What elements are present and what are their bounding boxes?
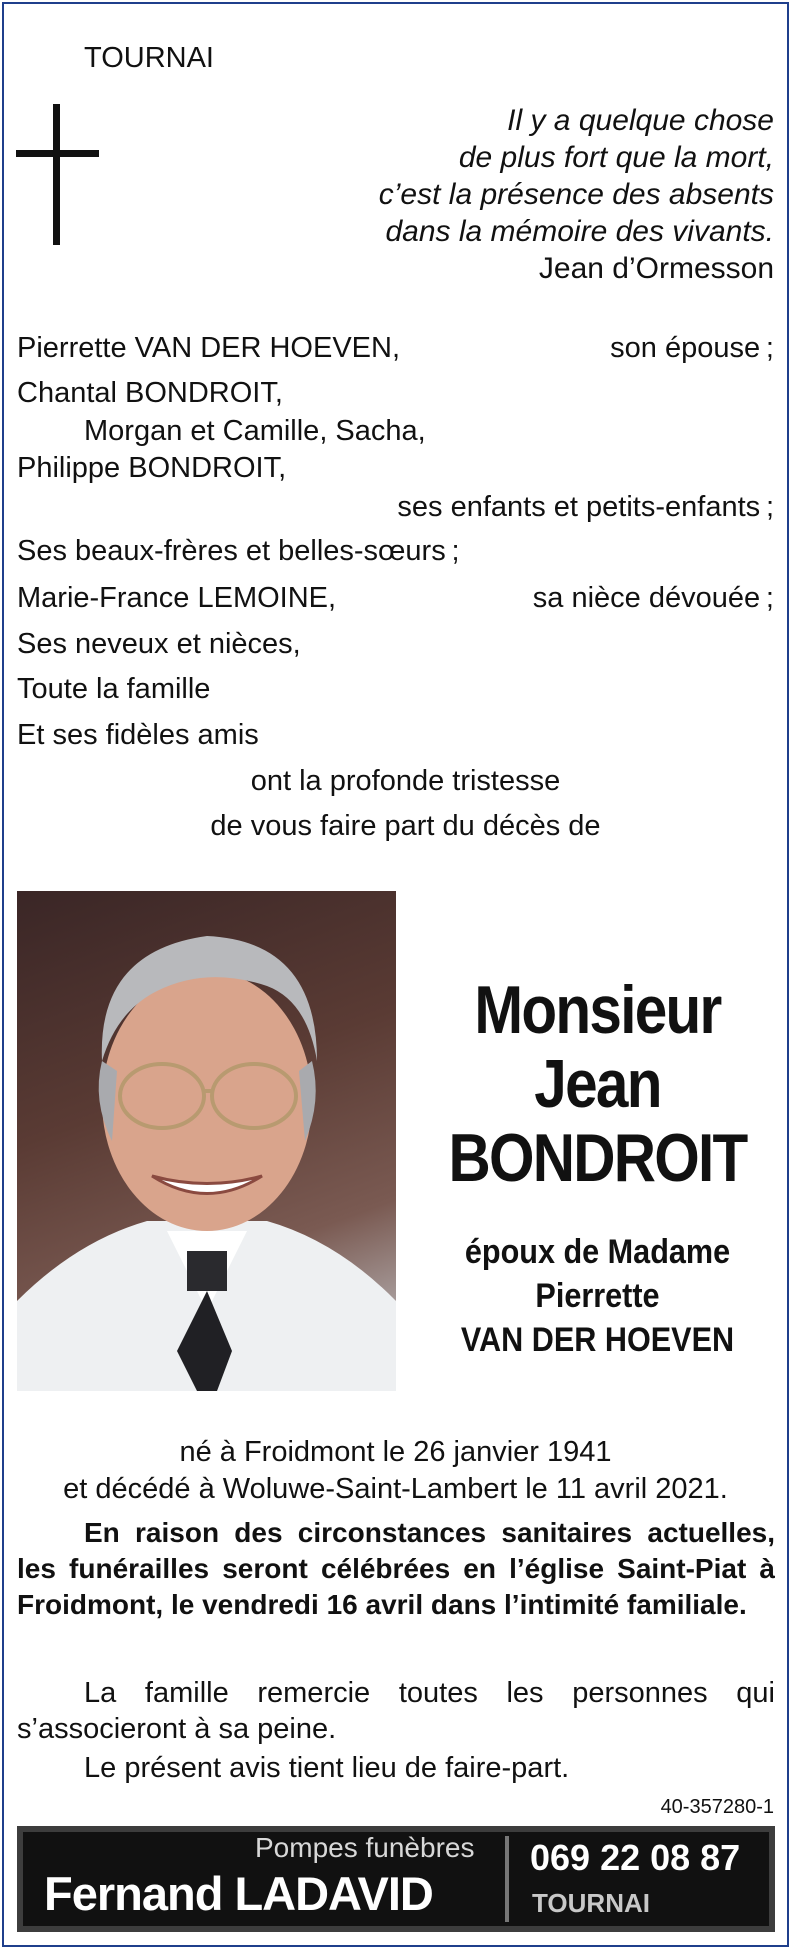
spouse-line: VAN DER HOEVEN bbox=[460, 1321, 735, 1359]
spouse-block bbox=[420, 1230, 775, 1362]
quote-line: de plus fort que la mort, bbox=[458, 141, 774, 174]
friends: Et ses fidèles amis bbox=[17, 719, 259, 751]
wife-role: son épouse ; bbox=[610, 332, 774, 364]
niece-role: sa nièce dévouée ; bbox=[532, 582, 774, 614]
deceased-name-block bbox=[420, 973, 775, 1195]
deceased-title: Monsieur bbox=[474, 972, 721, 1048]
quote-line: Il y a quelque chose bbox=[507, 104, 774, 137]
announce-line: de vous faire part du décès de bbox=[210, 810, 601, 842]
child-name: Philippe BONDROIT, bbox=[17, 452, 287, 484]
notice-text: Le présent avis tient lieu de faire-part. bbox=[84, 1752, 570, 1784]
birth-line: né à Froidmont le 26 janvier 1941 bbox=[179, 1436, 612, 1468]
funeral-home-phone: 069 22 08 87 bbox=[530, 1837, 741, 1878]
children-role: ses enfants et petits-enfants ; bbox=[397, 491, 774, 523]
quote-line: c’est la présence des absents bbox=[378, 178, 774, 211]
deceased-first-name: Jean bbox=[534, 1046, 661, 1122]
funeral-home-name: Fernand LADAVID bbox=[44, 1867, 433, 1920]
spouse-line: Pierrette bbox=[535, 1277, 660, 1315]
thanks-text: La famille remercie toutes les personnes qui s’associeront à sa peine. bbox=[17, 1677, 775, 1745]
in-laws: Ses beaux-frères et belles-sœurs ; bbox=[17, 535, 460, 567]
deceased-last-name: BONDROIT bbox=[448, 1120, 747, 1196]
quote bbox=[379, 102, 774, 287]
funeral-home-label: Pompes funèbres bbox=[255, 1832, 475, 1863]
grandchildren: Morgan et Camille, Sacha, bbox=[84, 415, 426, 447]
header-city: TOURNAI bbox=[84, 42, 214, 74]
funeral-notice: En raison des circonstances sanitaires actuelles, les funérailles seront célébrées en l’église Saint-Piat à Froidmont, le vendredi 16 avril dans l’intimité familiale. bbox=[17, 1517, 775, 1620]
portrait-illustration bbox=[17, 891, 396, 1391]
portrait-photo bbox=[17, 891, 396, 1391]
quote-author: Jean d’Ormesson bbox=[538, 252, 774, 285]
whole-family: Toute la famille bbox=[17, 673, 211, 705]
footer-divider bbox=[505, 1836, 509, 1922]
funeral-home-city: TOURNAI bbox=[532, 1888, 650, 1918]
spouse-line: époux de Madame bbox=[464, 1233, 731, 1271]
child-name: Chantal BONDROIT, bbox=[17, 377, 283, 409]
wife-name: Pierrette VAN DER HOEVEN, bbox=[17, 332, 401, 364]
death-line: et décédé à Woluwe-Saint-Lambert le 11 avril 2021. bbox=[63, 1473, 728, 1505]
sadness-line: ont la profonde tristesse bbox=[250, 765, 561, 797]
quote-line: dans la mémoire des vivants. bbox=[385, 215, 774, 248]
reference-number: 40-357280-1 bbox=[660, 1796, 774, 1818]
niece-name: Marie-France LEMOINE, bbox=[17, 582, 337, 614]
nephews: Ses neveux et nièces, bbox=[17, 628, 301, 660]
